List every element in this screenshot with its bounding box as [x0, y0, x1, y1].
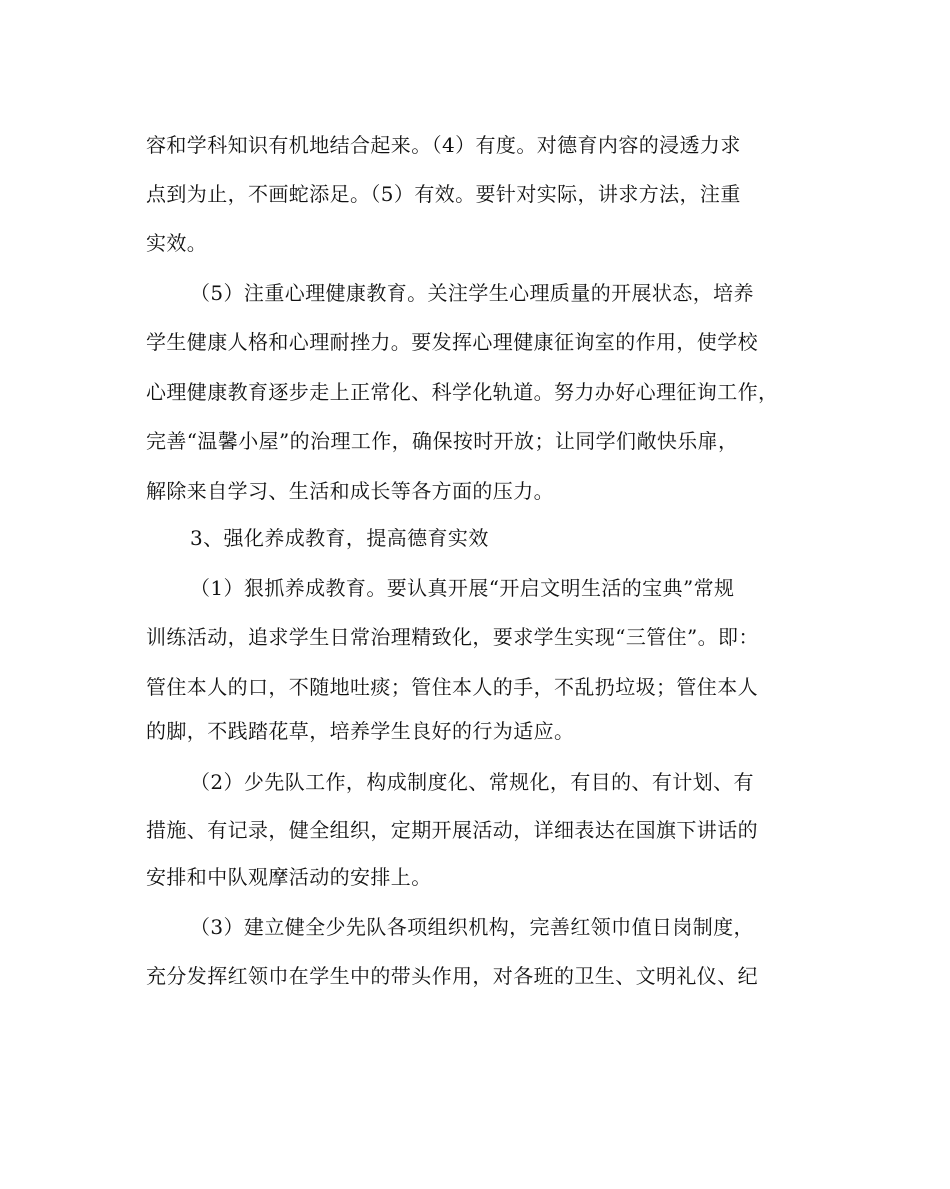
paragraph-start-line: （5）注重心理健康教育。关注学生心理质量的开展状态，培养 [190, 281, 754, 305]
paragraph-start-line: （1）狠抓养成教育。要认真开展“开启文明生活的宝典”常规 [190, 576, 735, 600]
text-line: 实效。 [146, 231, 208, 255]
text-line: 点到为止，不画蛇添足。（5）有效。要针对实际，讲求方法，注重 [146, 182, 741, 206]
text-line: 心理健康教育逐步走上正常化、科学化轨道。努力办好心理征询工作， [146, 380, 779, 404]
text-line: 完善“温馨小屋”的治理工作，确保按时开放；让同学们敞快乐扉， [146, 429, 739, 453]
paragraph-start-line: （3）建立健全少先队各项组织机构，完善红领巾值日岗制度， [190, 915, 754, 939]
text-line: 解除来自学习、生活和成长等各方面的压力。 [146, 479, 554, 503]
text-line: 的脚，不践踏花草，培养学生良好的行为适应。 [146, 719, 575, 743]
text-line: 措施、有记录，健全组织，定期开展活动，详细表达在国旗下讲话的 [146, 818, 758, 842]
text-line: 容和学科知识有机地结合起来。（4）有度。对德育内容的浸透力求 [146, 133, 741, 157]
paragraph-start-line: （2）少先队工作，构成制度化、常规化，有目的、有计划、有 [190, 770, 754, 794]
text-line: 管住本人的口，不随地吐痰；管住本人的手，不乱扔垃圾；管住本人 [146, 675, 758, 699]
text-line: 充分发挥红领巾在学生中的带头作用，对各班的卫生、文明礼仪、纪 [146, 964, 758, 988]
text-line: 安排和中队观摩活动的安排上。 [146, 865, 432, 889]
text-line: 学生健康人格和心理耐挫力。要发挥心理健康征询室的作用，使学校 [146, 330, 758, 354]
text-line: 训练活动，追求学生日常治理精致化，要求学生实现“三管住”。即： [146, 625, 759, 649]
section-heading: 3、强化养成教育，提高德育实效 [190, 526, 489, 550]
